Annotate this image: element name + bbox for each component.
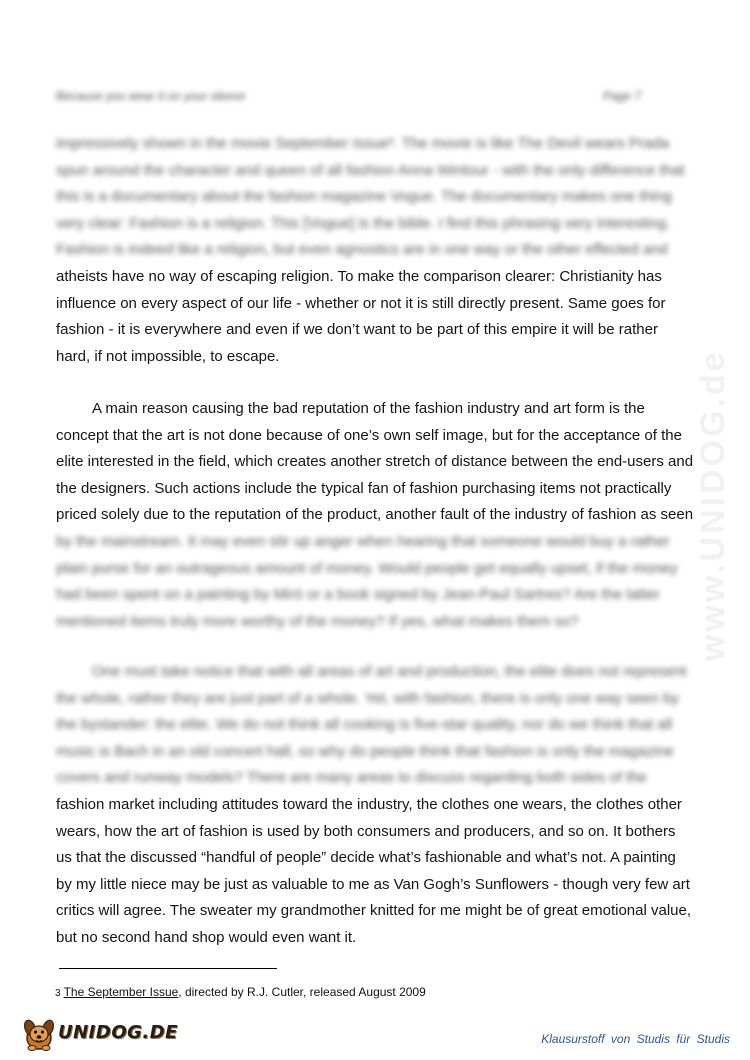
text-line: impressively shown in the movie September Issue³. The movie is like The Devil wears Prada	[56, 135, 670, 152]
footnote-divider	[59, 968, 277, 969]
paragraph-3	[56, 659, 706, 952]
dog-icon	[22, 1014, 58, 1052]
paragraph-1	[56, 131, 706, 370]
text-line: priced solely due to the reputation of the product, another fault of the industry of fashion as seen	[56, 506, 694, 524]
text-line: A main reason causing the bad reputation of the fashion industry and art form is the	[92, 400, 645, 417]
text-line: us that the discussed “handful of people” decide what’s fashionable and what’s not. A painting	[56, 849, 676, 867]
header-title: Because you wear it on your sleeve	[56, 89, 246, 103]
footnote	[55, 985, 426, 999]
text-line: wears, how the art of fashion is used by both consumers and producers, and so on. It bothers	[56, 822, 676, 840]
text-line: but no second hand shop would even want it.	[56, 928, 357, 946]
text-line: by the mainstream. It may even stir up anger when hearing that someone would buy a rather	[56, 532, 670, 550]
text-line: hard, if not impossible, to escape.	[56, 347, 280, 365]
paragraph-2	[56, 396, 706, 635]
footnote-text: , directed by R.J. Cutler, released August 2009	[178, 985, 426, 999]
footnote-number: 3	[55, 988, 61, 999]
text-line: One must take notice that with all areas of art and production, the elite does not represent	[92, 663, 687, 680]
footnote-title: The September Issue	[63, 985, 179, 999]
text-line: the bystander: the elite. We do not think all cooking is five-star quality, nor do we think that all	[56, 716, 673, 734]
text-line: atheists have no way of escaping religion. To make the comparison clearer: Christianity has	[56, 267, 662, 285]
tagline: Klausurstoff von Studis für Studis	[541, 1032, 730, 1046]
text-line: the designers. Such actions include the typical fan of fashion purchasing items not practically	[56, 479, 672, 497]
text-line: very clear: Fashion is a religion. This [Vogue] is the bible. I find this phrasing very interesting.	[56, 214, 671, 232]
text-line: fashion market including attitudes toward the industry, the clothes one wears, the clothes other	[56, 795, 682, 813]
text-line: critics will agree. The sweater my grandmother knitted for me might be of great emotional value,	[56, 902, 692, 920]
text-line: had been spent on a painting by Miró or a book signed by Jean-Paul Sartres? Are the latter	[56, 586, 660, 604]
text-line: the whole, rather they are just part of a whole. Yet, with fashion, there is only one way seen by	[56, 689, 679, 707]
text-line: plain purse for an outrageous amount of money. Would people get equally upset, if the money	[56, 559, 678, 577]
page-header	[56, 89, 641, 109]
text-line: covers and runway models? There are many areas to discuss regarding both sides of the	[56, 769, 647, 787]
text-line: fashion - it is everywhere and even if we don’t want to be part of this empire it will be rather	[56, 321, 658, 339]
unidog-logo[interactable]	[22, 1014, 178, 1052]
text-line: influence on every aspect of our life - whether or not it is still directly present. Same goes for	[56, 294, 666, 312]
text-line: mentioned items truly more worthy of the money? If yes, what makes them so?	[56, 612, 579, 630]
watermark: www.UNIDOG.de	[694, 349, 732, 661]
text-line: concept that the art is not done because of one’s own self image, but for the acceptance of the	[56, 426, 682, 444]
text-line: spun around the character and queen of all fashion Anna Wintour - with the only difference that	[56, 161, 685, 179]
text-line: by my little niece may be just as valuable to me as Van Gogh’s Sunflowers - though very few art	[56, 875, 690, 893]
text-line: this is a documentary about the fashion magazine Vogue. The documentary makes one thing	[56, 188, 672, 206]
page-number: Page 7	[602, 89, 641, 103]
logo-text: UNIDOG.DE	[58, 1022, 178, 1043]
text-line: elite interested in the field, which creates another stretch of distance between the end-users and	[56, 453, 694, 471]
text-line: Fashion is indeed like a religion, but even agnostics are in one way or the other effected and	[56, 241, 668, 259]
text-line: music is Bach in an old concert hall, so why do people think that fashion is only the magazine	[56, 742, 674, 760]
